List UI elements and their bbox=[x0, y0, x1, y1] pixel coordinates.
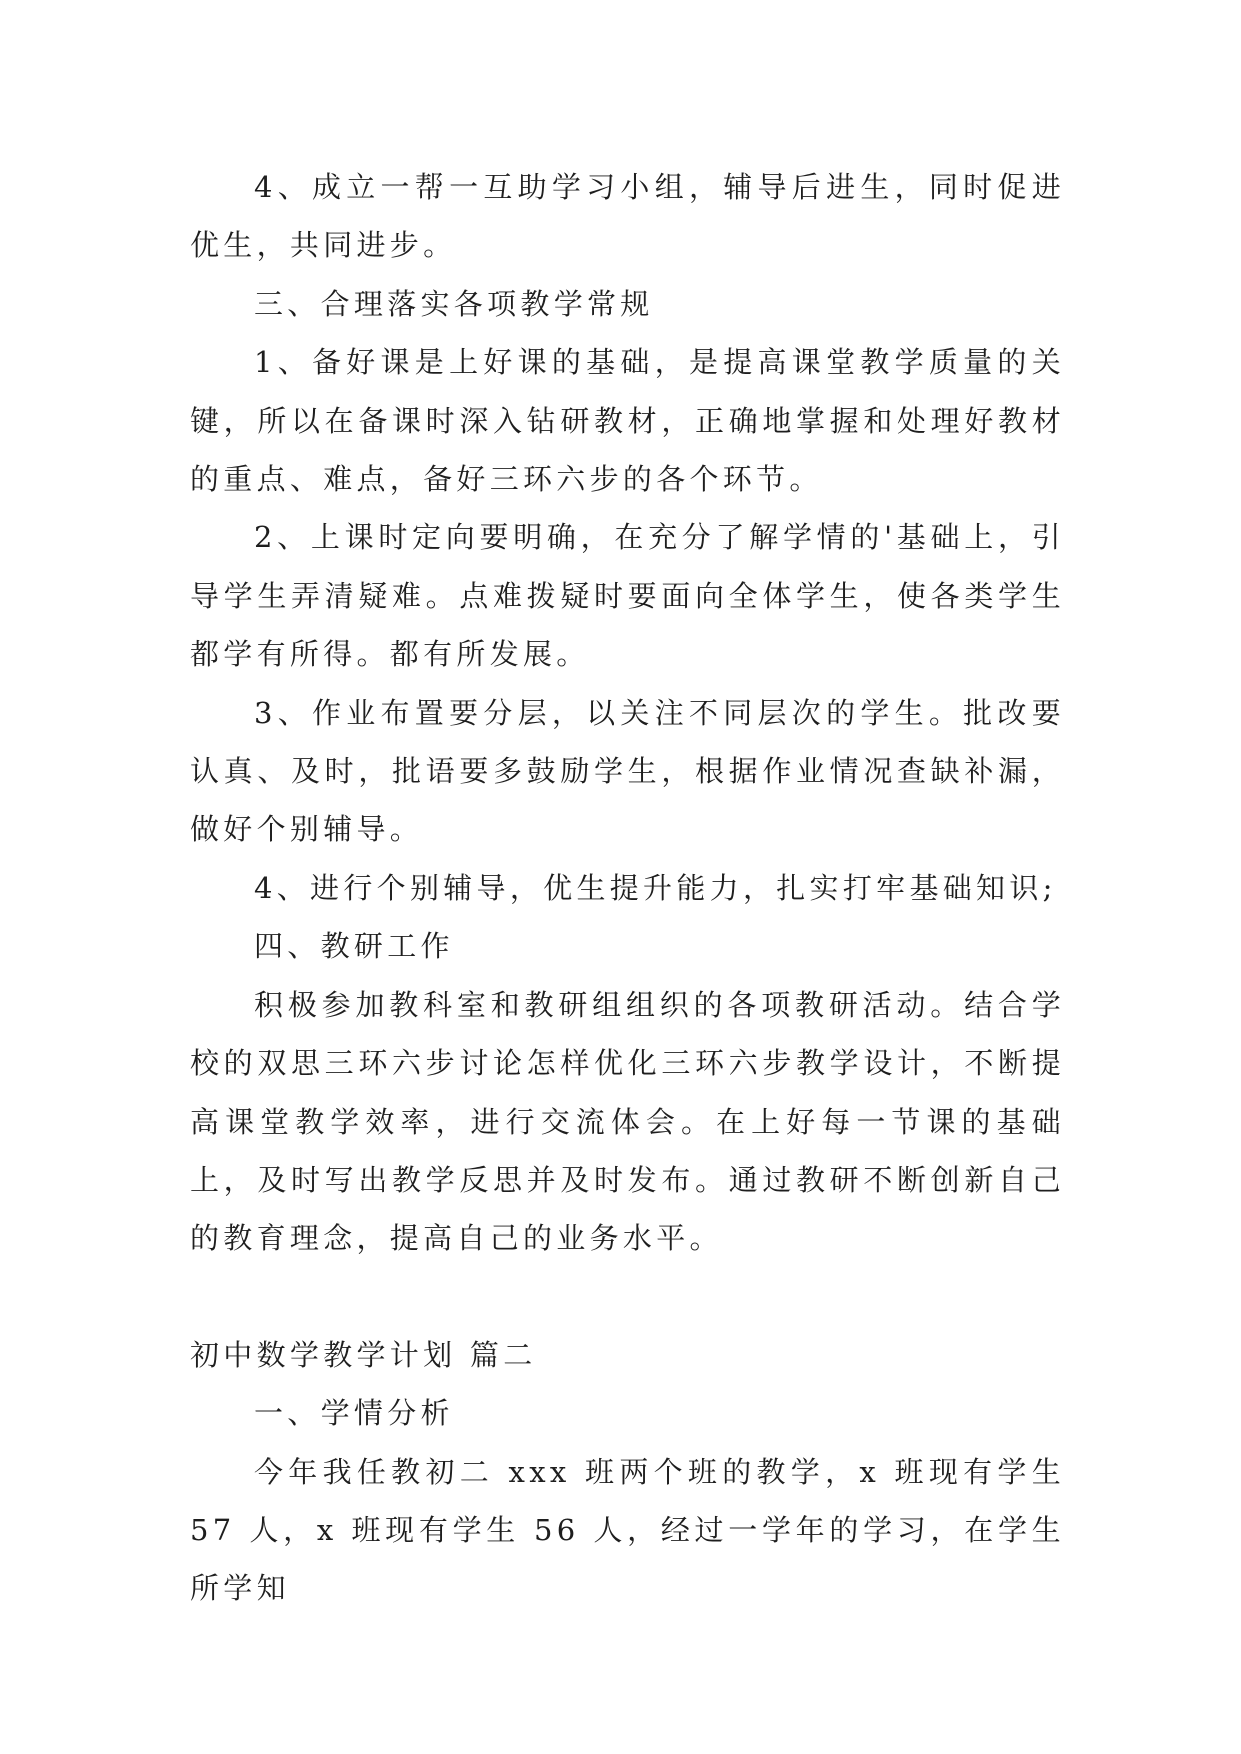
section-heading-student-analysis: 一、学情分析 bbox=[254, 1396, 454, 1431]
paragraph-item-4-tutoring-groups: 4、成立一帮一互助学习小组，辅导后进生，同时促进优生，共同进步。 bbox=[190, 170, 1065, 263]
paragraph-item-2-class-direction: 2、上课时定向要明确，在充分了解学情的'基础上，引导学生弄清疑难。点难拨疑时要面向全体学生，使各类学生都学有所得。都有所发展。 bbox=[190, 520, 1065, 672]
paragraph-student-analysis: 今年我任教初二 xxx 班两个班的教学，x 班现有学生 57 人，x 班现有学生 56 人，经过一学年的学习，在学生所学知 bbox=[190, 1454, 1065, 1606]
paragraph-item-1-lesson-prep: 1、备好课是上好课的基础，是提高课堂教学质量的关键，所以在备课时深入钻研教材，正确地掌握和处理好教材的重点、难点，备好三环六步的各个环节。 bbox=[190, 345, 1065, 497]
paragraph-item-4-individual-tutoring: 4、进行个别辅导，优生提升能力，扎实打牢基础知识; bbox=[254, 870, 1057, 905]
section-heading-teaching-routines: 三、合理落实各项教学常规 bbox=[254, 286, 654, 321]
document-section-title: 初中数学教学计划 篇二 bbox=[190, 1337, 537, 1372]
paragraph-item-3-homework: 3、作业布置要分层，以关注不同层次的学生。批改要认真、及时，批语要多鼓励学生，根据作业情况查缺补漏，做好个别辅导。 bbox=[190, 695, 1065, 847]
section-heading-teaching-research: 四、教研工作 bbox=[254, 929, 454, 964]
document-body bbox=[190, 158, 1065, 1618]
paragraph-teaching-research: 积极参加教科室和教研组组织的各项教研活动。结合学校的双思三环六步讨论怎样优化三环六步教学设计，不断提高课堂教学效率，进行交流体会。在上好每一节课的基础上，及时写出教学反思并及时发布。通过教研不断创新自己的教育理念，提高自己的业务水平。 bbox=[190, 987, 1065, 1256]
